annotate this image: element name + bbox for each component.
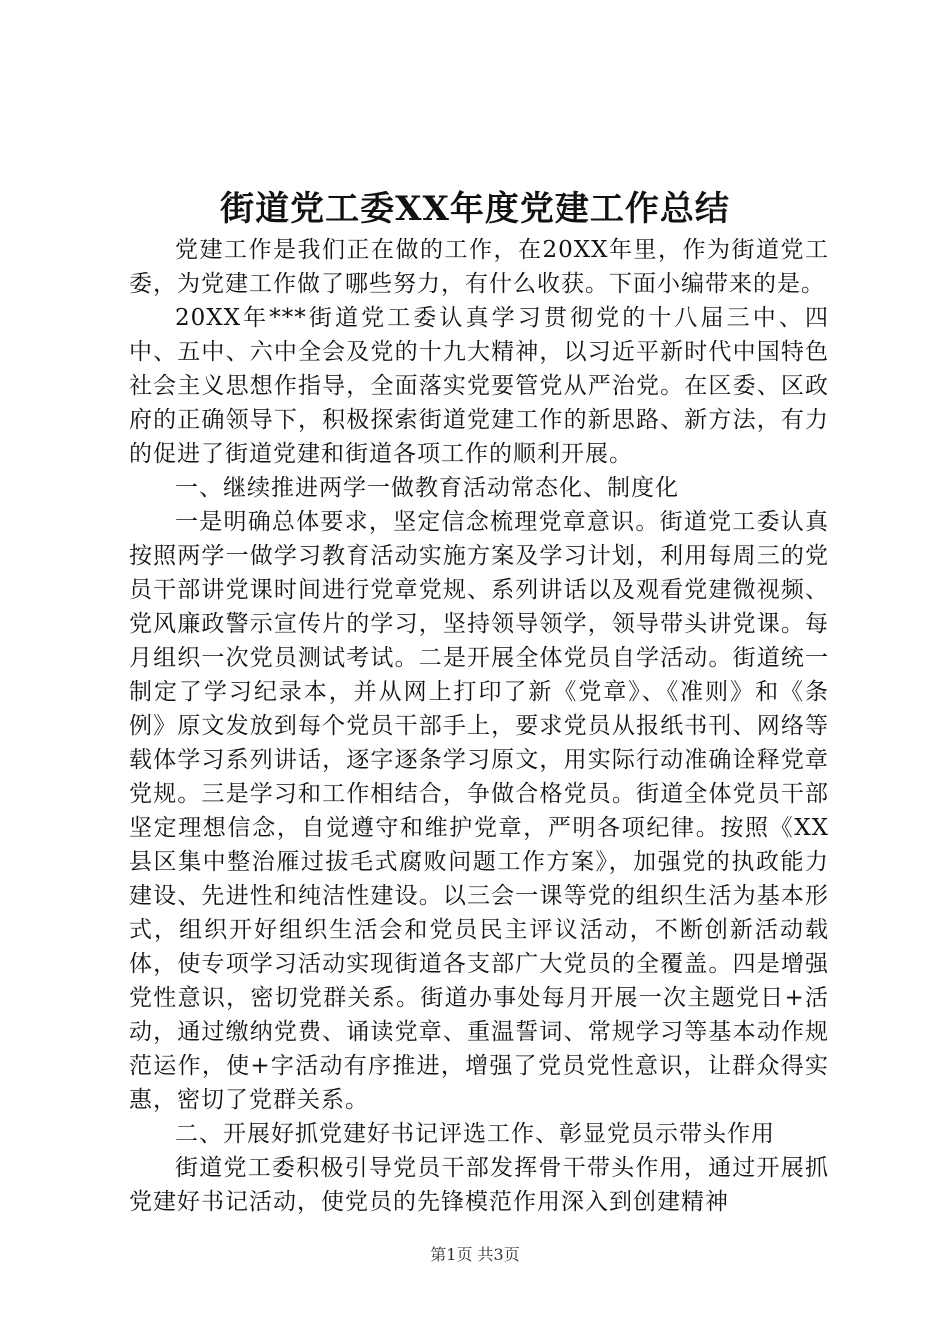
page-number-footer: 第1页 共3页 bbox=[430, 1245, 520, 1264]
paragraph-overview: 20XX年***街道党工委认真学习贯彻党的十八届三中、四中、五中、六中全会及党的十九大精神，以习近平新时代中国特色社会主义思想作指导，全面落实党要管党从严治党。在区委、区政府的正确领导下，积极探索街道党建工作的新思路、新方法，有力的促进了街道党建和街道各项工作的顺利开展。 bbox=[129, 305, 829, 467]
paragraph-section-2: 街道党工委积极引导党员干部发挥骨干带头作用，通过开展抓党建好书记活动，使党员的先锋模范作用深入到创建精神 bbox=[129, 1155, 829, 1215]
document-title: 街道党工委XX年度党建工作总结 bbox=[220, 189, 730, 229]
paragraph-section-1: 一是明确总体要求，坚定信念梳理党章意识。街道党工委认真按照两学一做学习教育活动实施方案及学习计划，利用每周三的党员干部讲党课时间进行党章党规、系列讲话以及观看党建微视频、党风廉政警示宣传片的学习，坚持领导领学，领导带头讲党课。每月组织一次党员测试考试。二是开展全体党员自学活动。街道统一制定了学习纪录本，并从网上打印了新《党章》、《准则》和《条例》原文发放到每个党员干部手上，要求党员从报纸书刊、网络等载体学习系列讲话，逐字逐条学习原文，用实际行动准确诠释党章党规。三是学习和工作相结合，争做合格党员。街道全体党员干部坚定理想信念，自觉遵守和维护党章，严明各项纪律。按照《XX县区集中整治雁过拔毛式腐败问题工作方案》，加强党的执政能力建设、先进性和纯洁性建设。以三会一课等党的组织生活为基本形式，组织开好组织生活会和党员民主评议活动，不断创新活动载体，使专项学习活动实现街道各支部广大党员的全覆盖。四是增强党性意识，密切党群关系。街道办事处每月开展一次主题党日+活动，通过缴纳党费、诵读党章、重温誓词、常规学习等基本动作规范运作，使+字活动有序推进，增强了党员党性意识，让群众得实惠，密切了党群关系。 bbox=[129, 509, 829, 1113]
document-body bbox=[129, 233, 829, 1219]
section-heading-2: 二、开展好抓党建好书记评选工作、彰显党员示带头作用 bbox=[175, 1121, 775, 1147]
section-heading-1: 一、继续推进两学一做教育活动常态化、制度化 bbox=[175, 475, 679, 501]
paragraph-intro: 党建工作是我们正在做的工作，在20XX年里，作为街道党工委，为党建工作做了哪些努力，有什么收获。下面小编带来的是。 bbox=[129, 237, 829, 297]
